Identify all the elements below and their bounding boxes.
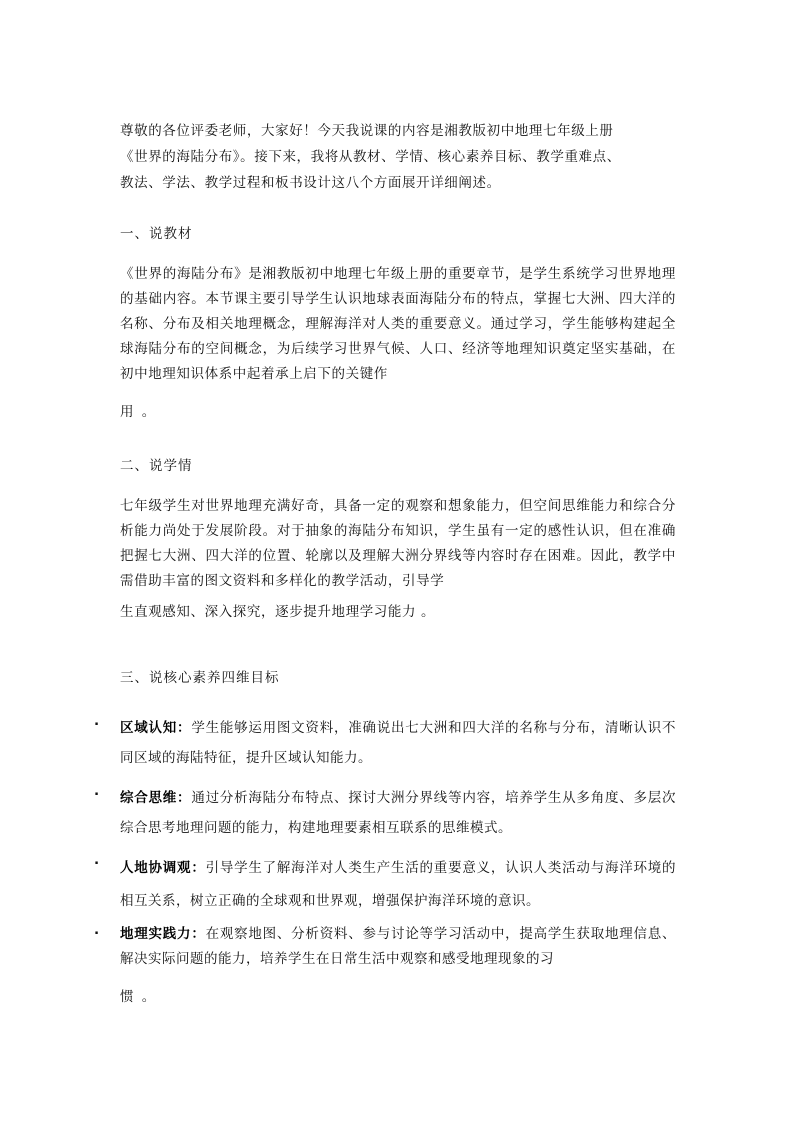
goal-text — [120, 922, 676, 972]
goal-text — [120, 713, 676, 773]
section-1-tail: 用 。 — [120, 404, 158, 420]
section-1-heading: 一、说教材 — [120, 226, 193, 242]
intro-line-1: 尊敬的各位评委老师，大家好！今天我说课的内容是湘教版初中地理七年级上册 — [120, 123, 614, 139]
intro-paragraph — [120, 118, 676, 196]
section-2-heading: 二、说学情 — [120, 458, 193, 474]
goal-term: 综合思维： — [120, 790, 192, 806]
goal-tail: 惯 。 — [120, 989, 158, 1005]
goal-term: 人地协调观： — [120, 860, 206, 876]
goal-text — [120, 852, 676, 918]
section-1-body — [120, 262, 676, 420]
goal-description: 学生能够运用图文资料，准确说出七大洲和四大洋的名称与分布，清晰认识不同区域的海陆特征，提升区域认知能力。 — [120, 720, 677, 766]
section-2-text-cont: 生直观感知、深入探究，逐步提升地理学习能力 。 — [120, 604, 436, 620]
goal-description: 在观察地图、分析资料、参与讨论等学习活动中，提高学生获取地理信息、解决实际问题的能力，培养学生在日常生活中观察和感受地理现象的习 — [120, 926, 677, 967]
section-2-body — [120, 494, 676, 626]
section-3-heading: 三、说核心素养四维目标 — [120, 670, 280, 686]
goal-text — [120, 783, 676, 843]
intro-line-3: 教法、学法、教学过程和板书设计这八个方面展开详细阐述。 — [120, 175, 501, 191]
bullet-dot: . — [94, 783, 100, 799]
intro-line-2: 《世界的海陆分布》。接下来，我将从教材、学情、核心素养目标、教学重难点、 — [120, 149, 621, 165]
goal-description: 引导学生了解海洋对人类生产生活的重要意义，认识人类活动与海洋环境的相互关系，树立正确的全球观和世界观，增强保护海洋环境的意识。 — [120, 860, 677, 909]
section-1-text: 《世界的海陆分布》是湘教版初中地理七年级上册的重要章节，是学生系统学习世界地理的基础内容。本节课主要引导学生认识地球表面海陆分布的特点，掌握七大洲、四大洋的名称、分布及相关地理概念，理解海洋对人类的重要意义。通过学习，学生能够构建起全球海陆分布的空间概念，为后续学习世界气候、人口、经济等地理知识奠定坚实基础，在初中地理知识体系中起着承上启下的关键作 — [120, 266, 676, 382]
goal-term: 地理实践力： — [120, 926, 206, 942]
goal-description: 通过分析海陆分布特点、探讨大洲分界线等内容，培养学生从多角度、多层次综合思考地理问题的能力，构建地理要素相互联系的思维模式。 — [120, 790, 677, 836]
bullet-dot: . — [94, 852, 100, 868]
section-2-text: 七年级学生对世界地理充满好奇，具备一定的观察和想象能力，但空间思维能力和综合分析能力尚处于发展阶段。对于抽象的海陆分布知识，学生虽有一定的感性认识，但在准确把握七大洲、四大洋的位置、轮廓以及理解大洲分界线等内容时存在困难。因此，教学中需借助丰富的图文资料和多样化的教学活动，引导学 — [120, 498, 676, 589]
bullet-dot: . — [94, 713, 100, 729]
bullet-dot: . — [94, 922, 100, 938]
goal-term: 区域认知： — [120, 720, 192, 736]
goal-text-block — [120, 922, 676, 1005]
